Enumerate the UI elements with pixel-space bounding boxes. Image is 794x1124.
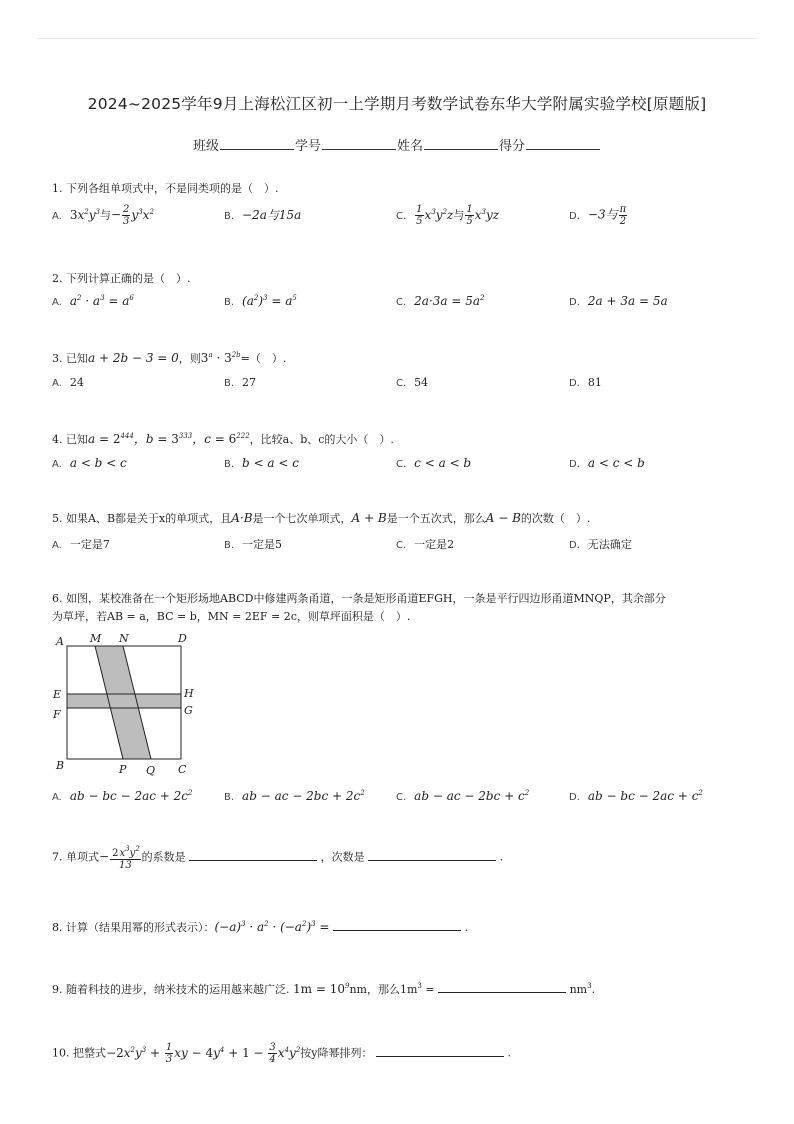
- label-f: F: [53, 708, 61, 721]
- name-label: 姓名: [397, 139, 424, 154]
- option-b[interactable]: B. $(a^2)^3 = a^5$: [224, 294, 297, 308]
- label-p: P: [119, 763, 127, 776]
- difference-expr: A − B: [485, 511, 521, 525]
- question-text: 为草坪，若AB = a，BC = b，MN = 2EF = 2c，则草坪面积是（ ）.: [52, 610, 411, 623]
- question-text: 是一个七次单项式，: [252, 512, 352, 525]
- class-blank[interactable]: [220, 135, 294, 150]
- power-expr: $3^a \cdot 3^{2b}$: [200, 351, 241, 365]
- question-3-options: [52, 376, 752, 400]
- power-expression: $(-a)^3 \cdot a^2 \cdot (-a^2)^3$ =: [214, 920, 334, 934]
- question-number: 4.: [52, 433, 63, 446]
- degree-answer-blank[interactable]: [368, 848, 496, 861]
- option-b[interactable]: B. b < a < c: [224, 456, 299, 470]
- number-blank[interactable]: [322, 135, 396, 150]
- rectangle-field-figure: [50, 630, 200, 778]
- option-d[interactable]: D. −3与 $\frac{\pi}{2}$: [569, 204, 627, 227]
- question-8: 8. 计算（结果用幂的形式表示）：$(-a)^3 \cdot a^2 \cdot (-a^2)^3$ = .: [52, 920, 469, 934]
- question-text: 的次数（ ）.: [520, 512, 591, 525]
- question-2: [52, 270, 191, 286]
- label-d: D: [178, 632, 187, 645]
- question-number: 1.: [52, 182, 63, 195]
- question-text: 已知: [66, 433, 88, 446]
- answer-blank[interactable]: [438, 980, 566, 993]
- question-text: 按y降幂排列：: [300, 1046, 373, 1060]
- option-c[interactable]: C. $\frac{1}{5}$ $x^3y^2z$与 $\frac{1}{5}$ $x^3yz$: [396, 204, 500, 227]
- option-c[interactable]: C. 一定是2: [396, 538, 455, 551]
- question-text-end: =（ ）.: [240, 352, 287, 365]
- question-5: [52, 510, 590, 526]
- label-e: E: [53, 688, 62, 701]
- page-title: 2024~2025学年9月上海松江区初一上学期月考数学试卷东华大学附属实验学校[原题版]: [87, 95, 707, 113]
- option-b[interactable]: B. −2a与15a: [224, 208, 302, 222]
- sum-expr: A + B: [351, 511, 387, 525]
- question-7: 7. 单项式− $\frac{2x^3y^2}{13}$ 的系数是 ，次数是 .: [52, 845, 504, 871]
- option-b[interactable]: B. ab − ac − $2bc + 2c^2$: [224, 789, 365, 803]
- question-text: 已知: [66, 352, 88, 365]
- condition-expr: a + 2b − 3 = 0: [88, 351, 179, 365]
- question-number: 7.: [52, 850, 63, 864]
- question-text: 如图，某校准备在一个矩形场地ABCD中修建两条甬道，一条是矩形甬道EFGH，一条是平行四边形甬道MNQP，其余部分: [66, 592, 666, 605]
- option-c[interactable]: C. ab − ac − $2bc + c^2$: [396, 789, 530, 803]
- question-text: 如果A、B都是关于x的单项式，且: [66, 512, 232, 525]
- coefficient-answer-blank[interactable]: [189, 848, 317, 861]
- option-b[interactable]: B. 27: [224, 376, 257, 389]
- question-number: 10.: [52, 1046, 70, 1060]
- top-divider: [37, 38, 757, 39]
- given-values: $a = 2^{444}$，$b = 3^{333}$，$c = 6^{222}$: [88, 432, 250, 446]
- question-5-options: [52, 536, 752, 560]
- question-number: 6.: [52, 592, 63, 605]
- answer-blank[interactable]: [376, 1044, 504, 1057]
- question-10: 10. 把整式$-2x^2y^3$ + $\frac{1}{3}$ xy − $4y^4 + 1$ − $\frac{3}{4}$ $x^4y^2$按y降幂排列： .: [52, 1042, 511, 1065]
- label-c: C: [178, 763, 187, 776]
- option-a[interactable]: A. 一定是7: [52, 538, 110, 551]
- question-text: 下列计算正确的是（ ）.: [66, 272, 191, 285]
- option-b[interactable]: B. 一定是5: [224, 538, 283, 551]
- option-c[interactable]: C. $2a\cdot 3a = 5a^2$: [396, 294, 485, 308]
- monomial-fraction: $\frac{2x^3y^2}{13}$: [112, 845, 140, 871]
- question-number: 2.: [52, 272, 63, 285]
- question-text: 计算（结果用幂的形式表示）：: [66, 921, 215, 934]
- question-number: 9.: [52, 983, 63, 996]
- question-3: [52, 350, 286, 366]
- option-c[interactable]: C. 54: [396, 376, 429, 389]
- option-d[interactable]: D. 无法确定: [569, 538, 632, 551]
- class-label: 班级: [192, 139, 219, 154]
- question-2-options: [52, 294, 752, 318]
- label-n: N: [119, 632, 129, 645]
- question-4: [52, 430, 394, 447]
- score-label: 得分: [499, 139, 526, 154]
- option-d[interactable]: D. 81: [569, 376, 602, 389]
- label-b: B: [56, 759, 65, 772]
- label-g: G: [184, 704, 193, 717]
- question-text: 把整式: [73, 1046, 106, 1060]
- option-a[interactable]: A. 24: [52, 376, 84, 389]
- question-9: 9. 随着科技的进步，纳米技术的运用越来越广泛. $1m = 10^9nm$，那么$1m^3 = nm^3$.: [52, 982, 596, 996]
- question-6: [52, 590, 752, 626]
- question-text: 的系数是: [141, 850, 186, 864]
- number-label: 学号: [294, 139, 321, 154]
- label-m: M: [90, 632, 102, 645]
- option-c[interactable]: C. c < a < b: [396, 456, 472, 470]
- question-6-options: [52, 789, 752, 813]
- answer-blank[interactable]: [333, 918, 461, 931]
- option-d[interactable]: D. 2a + 3a = 5a: [569, 294, 668, 308]
- question-1-options: [52, 204, 752, 228]
- option-d[interactable]: D. a < c < b: [569, 456, 645, 470]
- question-text-mid: ，则: [178, 352, 201, 365]
- label-a: A: [56, 635, 64, 648]
- product-expr: A·B: [231, 511, 253, 525]
- question-text: 下列各组单项式中，不是同类项的是（ ）.: [66, 182, 279, 195]
- polynomial-expression: $-2x^2y^3$ +: [106, 1045, 164, 1060]
- question-number: 3.: [52, 352, 63, 365]
- question-4-options: [52, 456, 752, 480]
- question-number: 8.: [52, 921, 63, 934]
- question-text-end: ，比较a、b、c的大小（ ）.: [249, 433, 394, 446]
- label-h: H: [184, 687, 194, 700]
- name-blank[interactable]: [424, 135, 498, 150]
- question-text: 单项式: [66, 850, 99, 864]
- option-a[interactable]: A. a < b < c: [52, 456, 127, 470]
- question-text: 是一个五次式，那么: [386, 512, 486, 525]
- option-a[interactable]: A. ab − bc − $2ac + 2c^2$: [52, 789, 193, 803]
- score-blank[interactable]: [526, 135, 600, 150]
- student-info-row: [0, 135, 794, 154]
- question-number: 5.: [52, 512, 63, 525]
- question-1: [52, 180, 279, 196]
- label-q: Q: [146, 764, 156, 777]
- question-text: ，次数是: [320, 850, 365, 864]
- question-text: 随着科技的进步，纳米技术的运用越来越广泛.: [66, 983, 290, 996]
- option-a[interactable]: A. $a^2 \cdot a^3 = a^6$: [52, 294, 134, 308]
- option-d[interactable]: D. ab − bc − $2ac + c^2$: [569, 789, 703, 803]
- option-a[interactable]: A. $3x^2y^3$与− $\frac{2}{3}$ $y^3x^2$: [52, 204, 154, 227]
